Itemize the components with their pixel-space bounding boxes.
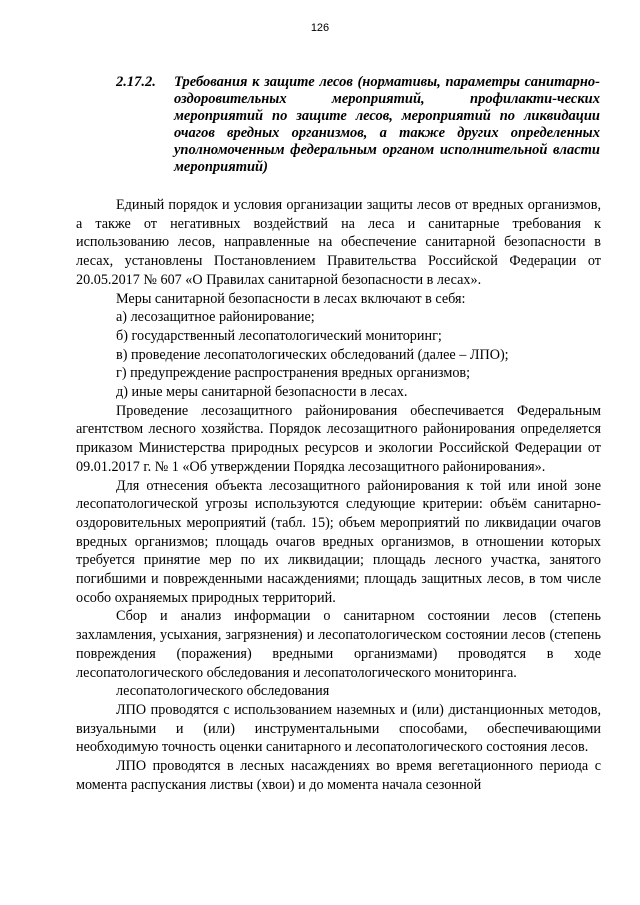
- page-number: 126: [310, 22, 330, 34]
- document-body: [76, 196, 601, 795]
- paragraph: лесопатологического обследования: [116, 683, 330, 700]
- list-item: д) иные меры санитарной безопасности в лесах.: [116, 384, 408, 401]
- paragraph: ЛПО проводятся в лесных насаждениях во время вегетационного периода с момента распускания листвы (хвои) и до момента начала сезонной: [76, 758, 601, 793]
- paragraph: Единый порядок и условия организации защиты лесов от вредных организмов, а также от негативных воздействий на леса и санитарные требования к использованию лесов, направленные на обеспечение санитарной безопасности в лесах, установлены Постановлением Правительства Российской Федерации от 20.05.2017 № 607 «О Правилах санитарной безопасности в лесах».: [76, 197, 601, 288]
- list-item: в) проведение лесопатологических обследований (далее – ЛПО);: [116, 346, 509, 363]
- paragraph: Для отнесения объекта лесозащитного районирования к той или иной зоне лесопатологической угрозы используются следующие критерии: объём санитарно-оздоровительных мероприятий (табл. 15); объем мероприятий по ликвидации очагов вредных организмов; площадь очагов вредных организмов, в отношении которых требуется принятие мер по их ликвидации; площадь лесного участка, занятого погибшими и поврежденными насаждениями; площадь защитных лесов, в том числе особо охраняемых природных территорий.: [76, 477, 601, 606]
- paragraph: ЛПО проводятся с использованием наземных и (или) дистанционных методов, визуальными и (или) инструментальными способами, обеспечивающими необходимую точность оценки санитарного и лесопатологического состояния лесов.: [76, 701, 601, 756]
- list-item: б) государственный лесопатологический мониторинг;: [116, 327, 442, 344]
- paragraph: Меры санитарной безопасности в лесах включают в себя:: [116, 290, 466, 307]
- list-item: г) предупреждение распространения вредных организмов;: [116, 365, 471, 382]
- section-number: 2.17.2.: [116, 74, 156, 90]
- section-title: Требования к защите лесов (нормативы, параметры санитарно-оздоровительных мероприятий, профилакти-ческих мероприятий по защите лесов, мероприятий по ликвидации очагов вредных организмов, а также других определенных уполномоченным федеральным органом исполнительной власти мероприятий): [174, 74, 600, 175]
- paragraph: Проведение лесозащитного районирования обеспечивается Федеральным агентством лесного хозяйства. Порядок лесозащитного районирования определяется приказом Министерства природных ресурсов и экологии Российской Федерации от 09.01.2017 г. № 1 «Об утверждении Порядка лесозащитного районирования».: [76, 402, 601, 475]
- list-item: а) лесозащитное районирование;: [116, 309, 315, 326]
- section-heading: [116, 74, 600, 176]
- paragraph: Сбор и анализ информации о санитарном состоянии лесов (степень захламления, усыхания, загрязнения) и лесопатологическом состоянии лесов (степень повреждения (поражения) вредными организмами) проводятся в ходе лесопатологического обследования и лесопатологического мониторинга.: [76, 608, 601, 681]
